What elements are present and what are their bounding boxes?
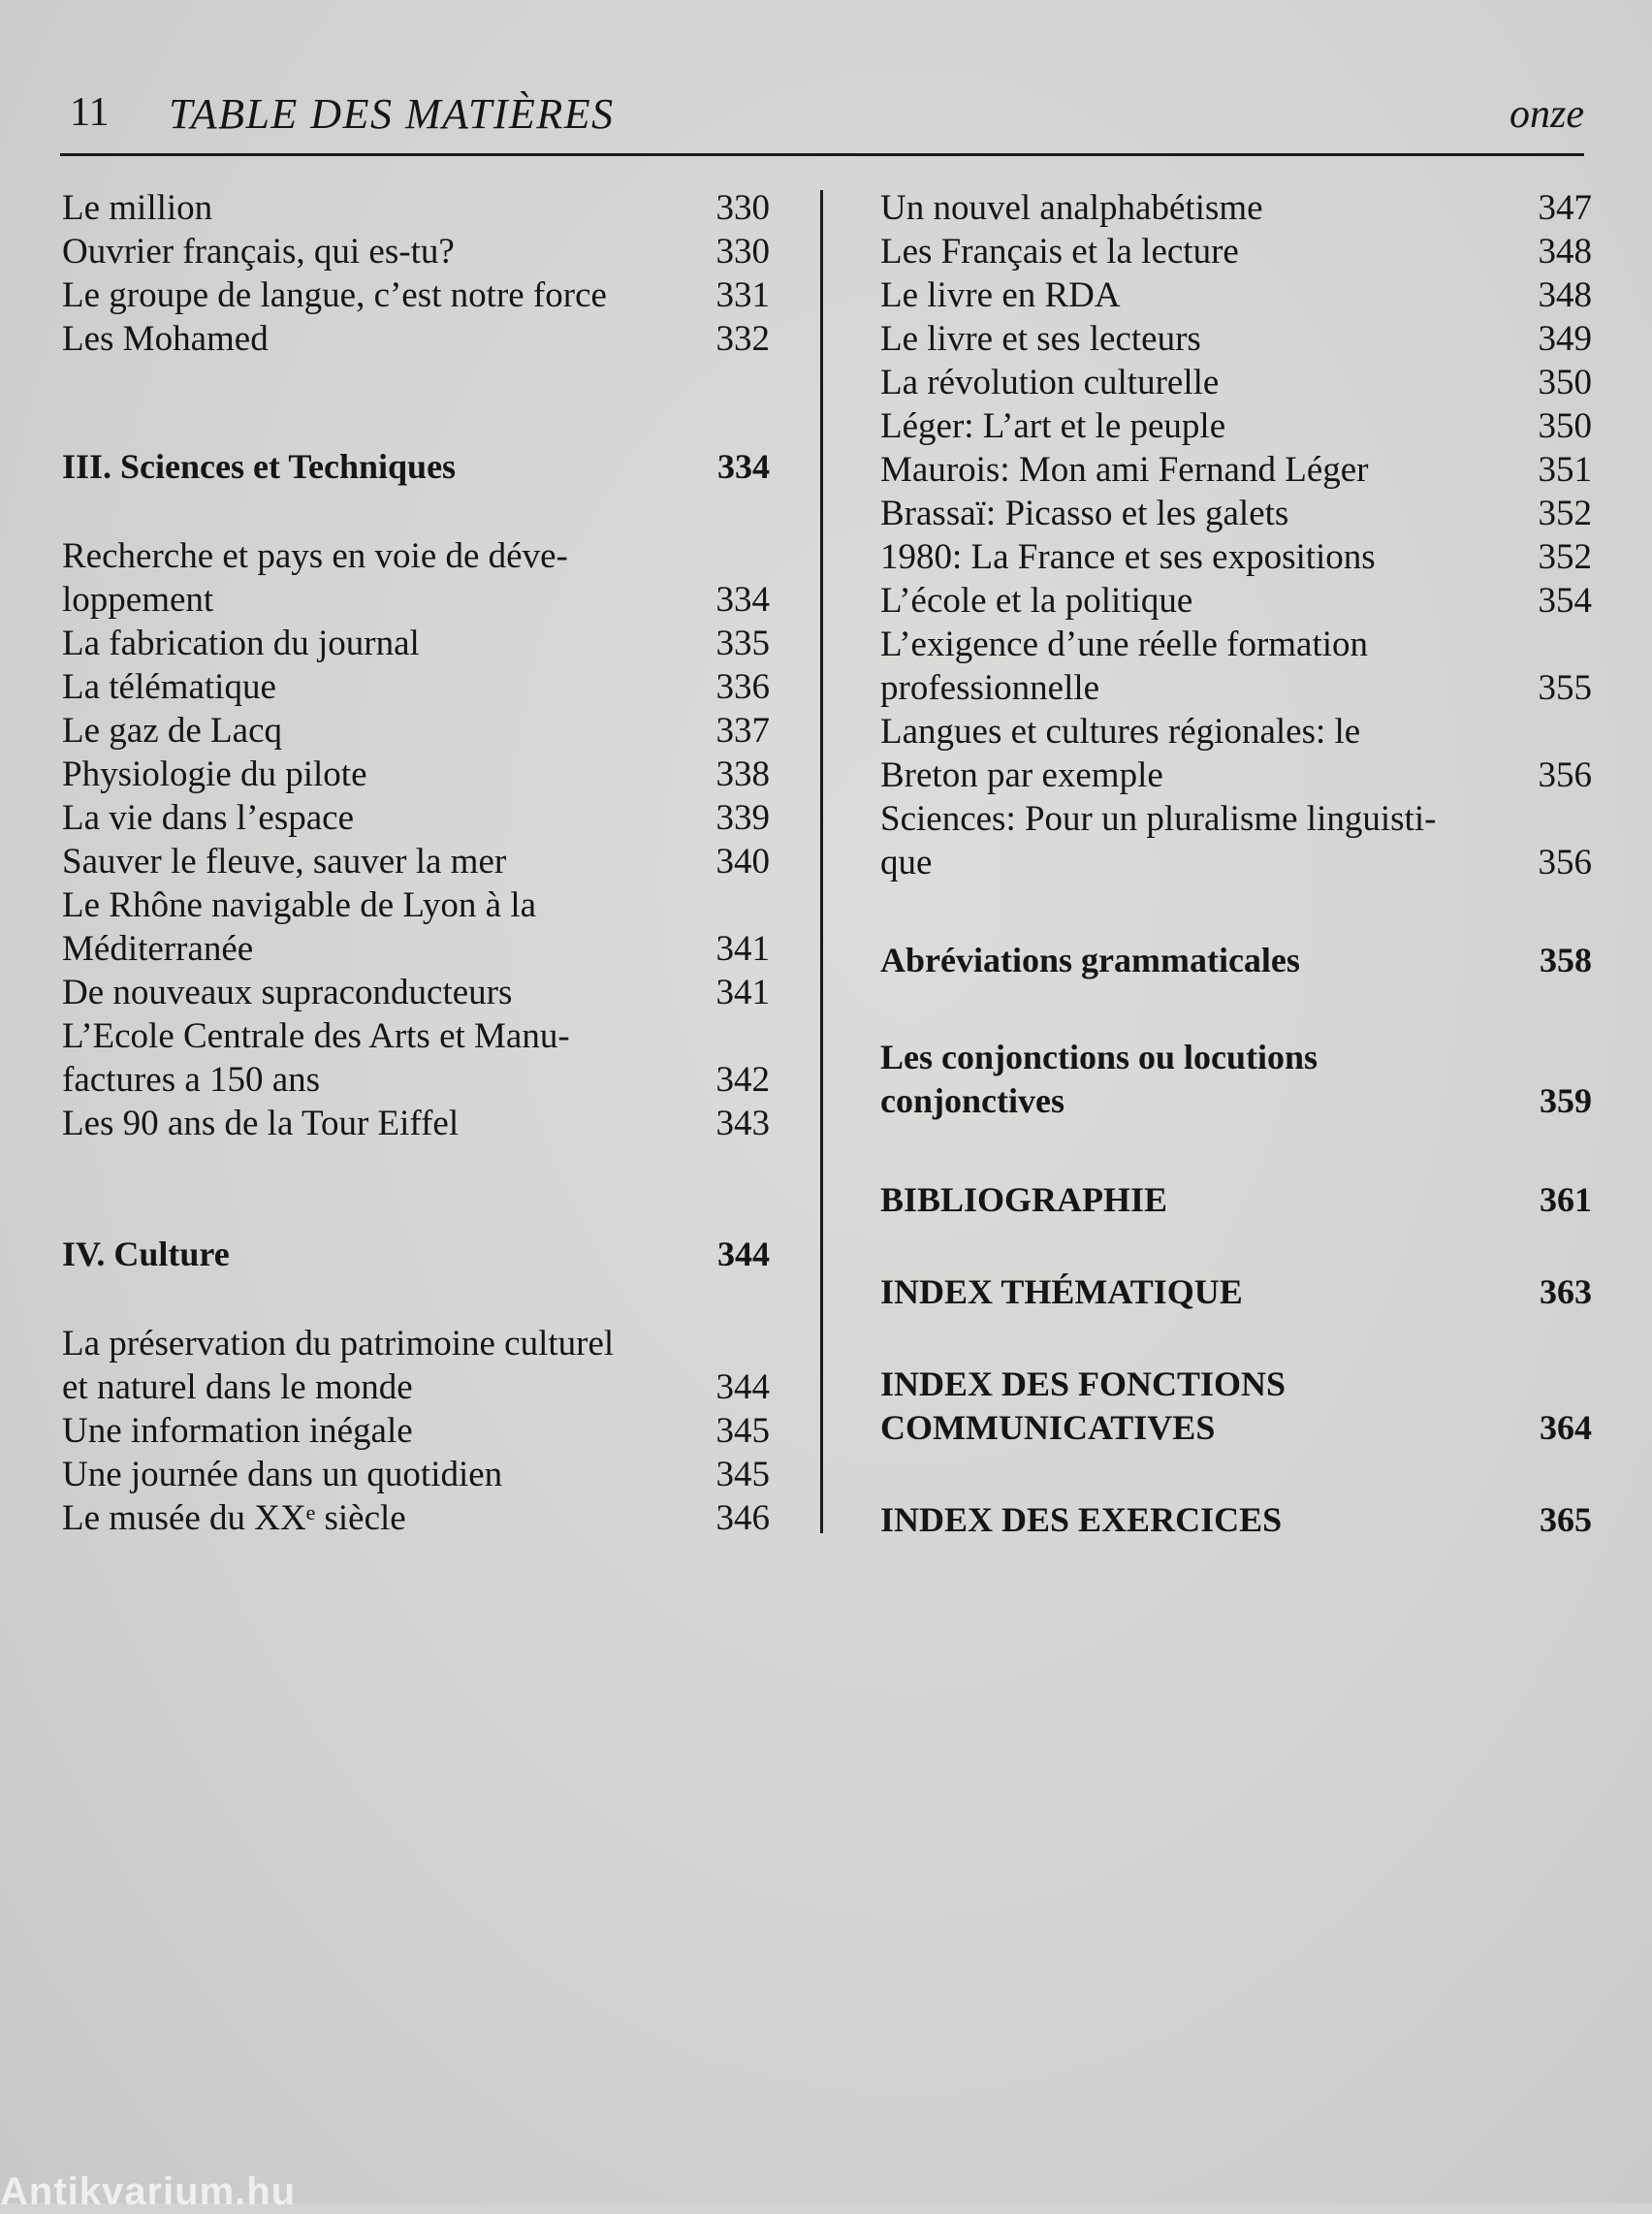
watermark: Antikvarium.hu	[0, 2170, 297, 2213]
toc-page-number: 344	[717, 1235, 770, 1273]
toc-entry-title: Sauver le fleuve, sauver la mer	[62, 842, 507, 882]
toc-entry	[62, 883, 770, 971]
toc-entry	[880, 1178, 1592, 1222]
toc-page-number: 346	[715, 1498, 770, 1538]
toc-page-number: 352	[1538, 537, 1592, 577]
toc-page-number: 356	[1538, 843, 1592, 882]
toc-page-number: 336	[715, 667, 770, 707]
toc-entry	[880, 230, 1592, 273]
toc-page-number: 348	[1538, 275, 1592, 315]
toc-entry	[62, 840, 770, 883]
toc-page-number: 332	[715, 319, 770, 359]
toc-entry	[880, 1363, 1592, 1450]
toc-entry	[62, 971, 770, 1014]
toc-entry	[62, 1322, 770, 1409]
toc-entry-title: factures a 150 ans	[62, 1060, 321, 1100]
toc-entry	[880, 535, 1592, 579]
toc-entry	[62, 709, 770, 753]
toc-entry-title: Brassaï: Picasso et les galets	[880, 494, 1289, 533]
toc-entry-title: L’école et la politique	[880, 581, 1193, 621]
toc-entry-title: Breton par exemple	[880, 755, 1163, 795]
toc-page-number: 363	[1540, 1272, 1592, 1311]
toc-page-number: 365	[1540, 1500, 1592, 1539]
toc-entry	[880, 492, 1592, 535]
toc-entry-title: BIBLIOGRAPHIE	[880, 1180, 1168, 1219]
toc-entry-title: Le gaz de Lacq	[62, 711, 282, 751]
toc-entry	[62, 753, 770, 796]
toc-entry-title: COMMUNICATIVES	[880, 1408, 1216, 1447]
toc-page-number: 355	[1538, 668, 1592, 708]
toc-page-number: 347	[1538, 188, 1592, 228]
toc-entry-title: Une information inégale	[62, 1411, 413, 1451]
toc-entry	[880, 797, 1592, 884]
toc-entry-title: Sciences: Pour un pluralisme linguisti-	[880, 799, 1437, 839]
toc-entry-title: L’exigence d’une réelle formation	[880, 625, 1369, 664]
toc-entry-title: 1980: La France et ses expositions	[880, 537, 1376, 577]
toc-entry	[62, 796, 770, 840]
toc-page-number: 350	[1538, 363, 1592, 402]
toc-entry	[62, 1233, 770, 1276]
toc-entry-title: conjonctives	[880, 1081, 1064, 1120]
toc-entry-title: INDEX DES EXERCICES	[880, 1500, 1283, 1539]
toc-page-number: 341	[715, 929, 770, 969]
toc-entry-title: professionnelle	[880, 668, 1100, 708]
toc-page-number: 343	[715, 1104, 770, 1143]
toc-page-number: 331	[715, 275, 770, 315]
page-number: 11	[70, 90, 110, 135]
toc-entry	[880, 361, 1592, 404]
toc-page-number: 330	[715, 188, 770, 228]
toc-page-number: 342	[715, 1060, 770, 1100]
page-number-word: onze	[1509, 92, 1584, 137]
toc-entry	[62, 1014, 770, 1102]
toc-entry-title: La fabrication du journal	[62, 624, 420, 663]
toc-page-number: 337	[715, 711, 770, 751]
toc-entry	[62, 273, 770, 317]
toc-entry-title: De nouveaux supraconducteurs	[62, 973, 513, 1012]
toc-entry	[62, 1102, 770, 1145]
page-title: TABLE DES MATIÈRES	[169, 90, 615, 138]
toc-entry	[880, 317, 1592, 361]
toc-entry	[62, 665, 770, 709]
toc-entry	[880, 186, 1592, 230]
toc-entry	[880, 404, 1592, 448]
toc-entry	[880, 939, 1592, 982]
toc-page-number: 334	[717, 447, 770, 486]
toc-page-number: 340	[715, 842, 770, 882]
toc-entry	[62, 622, 770, 665]
toc-entry-title: Langues et cultures régionales: le	[880, 712, 1361, 752]
toc-entry-title: Léger: L’art et le peuple	[880, 406, 1226, 446]
toc-entry-title: INDEX DES FONCTIONS	[880, 1364, 1287, 1403]
toc-page-number: 351	[1538, 450, 1592, 490]
toc-entry-title: Abréviations grammaticales	[880, 941, 1300, 979]
toc-page-number: 359	[1540, 1081, 1592, 1120]
toc-entry-title: Le million	[62, 188, 213, 228]
toc-entry	[62, 186, 770, 230]
toc-entry	[880, 1270, 1592, 1314]
toc-entry-title: Un nouvel analphabétisme	[880, 188, 1263, 228]
toc-page-number: 345	[715, 1455, 770, 1494]
toc-page-number: 358	[1540, 941, 1592, 979]
toc-entry-title: Les Français et la lecture	[880, 232, 1239, 272]
toc-entry-title: Le Rhône navigable de Lyon à la	[62, 885, 537, 925]
toc-page-number: 344	[715, 1367, 770, 1407]
toc-page-number: 349	[1538, 319, 1592, 359]
toc-entry-title: La vie dans l’espace	[62, 798, 354, 838]
toc-page-number: 361	[1540, 1180, 1592, 1219]
toc-entry	[880, 623, 1592, 710]
toc-entry-title: La télématique	[62, 667, 276, 707]
toc-entry-title: Recherche et pays en voie de déve-	[62, 536, 568, 576]
toc-entry-title: Maurois: Mon ami Fernand Léger	[880, 450, 1369, 490]
toc-entry	[62, 445, 770, 489]
toc-entry-title: Une journée dans un quotidien	[62, 1455, 503, 1494]
toc-entry-title: et naturel dans le monde	[62, 1367, 413, 1407]
toc-entry-title: La préservation du patrimoine culturel	[62, 1324, 615, 1364]
toc-entry-title: Les Mohamed	[62, 319, 269, 359]
toc-entry	[880, 1036, 1592, 1123]
toc-entry-title: loppement	[62, 580, 214, 620]
toc-entry-title: Méditerranée	[62, 929, 254, 969]
toc-entry	[62, 534, 770, 622]
toc-page-number: 338	[715, 754, 770, 794]
toc-entry-title: IV. Culture	[62, 1235, 230, 1273]
toc-entry-title: La révolution culturelle	[880, 363, 1220, 402]
toc-page-number: 352	[1538, 494, 1592, 533]
toc-entry-title: L’Ecole Centrale des Arts et Manu-	[62, 1016, 570, 1056]
toc-entry-title: Le livre et ses lecteurs	[880, 319, 1201, 359]
toc-entry-title: Ouvrier français, qui es-tu?	[62, 232, 455, 272]
toc-page-number: 334	[715, 580, 770, 620]
toc-page-number: 354	[1538, 581, 1592, 621]
toc-page-number: 350	[1538, 406, 1592, 446]
toc-entry	[880, 579, 1592, 623]
toc-entry-title: Le musée du XXᵉ siècle	[62, 1498, 406, 1538]
toc-entry-title: Les 90 ans de la Tour Eiffel	[62, 1104, 460, 1143]
toc-entry	[880, 448, 1592, 492]
toc-page-number: 330	[715, 232, 770, 272]
toc-entry	[62, 317, 770, 361]
toc-page-number: 339	[715, 798, 770, 838]
header-rule	[60, 153, 1584, 156]
toc-page-number: 341	[715, 973, 770, 1012]
toc-page-number: 364	[1540, 1408, 1592, 1447]
toc-entry-title: que	[880, 843, 933, 882]
toc-entry-title: INDEX THÉMATIQUE	[880, 1272, 1243, 1311]
toc-entry-title: III. Sciences et Techniques	[62, 447, 457, 486]
toc-page-number: 348	[1538, 232, 1592, 272]
toc-entry	[880, 273, 1592, 317]
toc-page-number: 335	[715, 624, 770, 663]
toc-entry-title: Le livre en RDA	[880, 275, 1121, 315]
toc-entry	[880, 710, 1592, 797]
toc-entry	[62, 1496, 770, 1540]
running-header	[68, 85, 1584, 144]
toc-entry	[62, 1409, 770, 1453]
toc-entry	[880, 1498, 1592, 1542]
toc-entry	[62, 230, 770, 273]
column-divider	[820, 190, 823, 1533]
toc-entry-title: Physiologie du pilote	[62, 754, 367, 794]
toc-entry	[62, 1453, 770, 1496]
toc-page-number: 345	[715, 1411, 770, 1451]
toc-entry-title: Les conjonctions ou locutions	[880, 1038, 1318, 1076]
toc-page-number: 356	[1538, 755, 1592, 795]
toc-entry-title: Le groupe de langue, c’est notre force	[62, 275, 607, 315]
